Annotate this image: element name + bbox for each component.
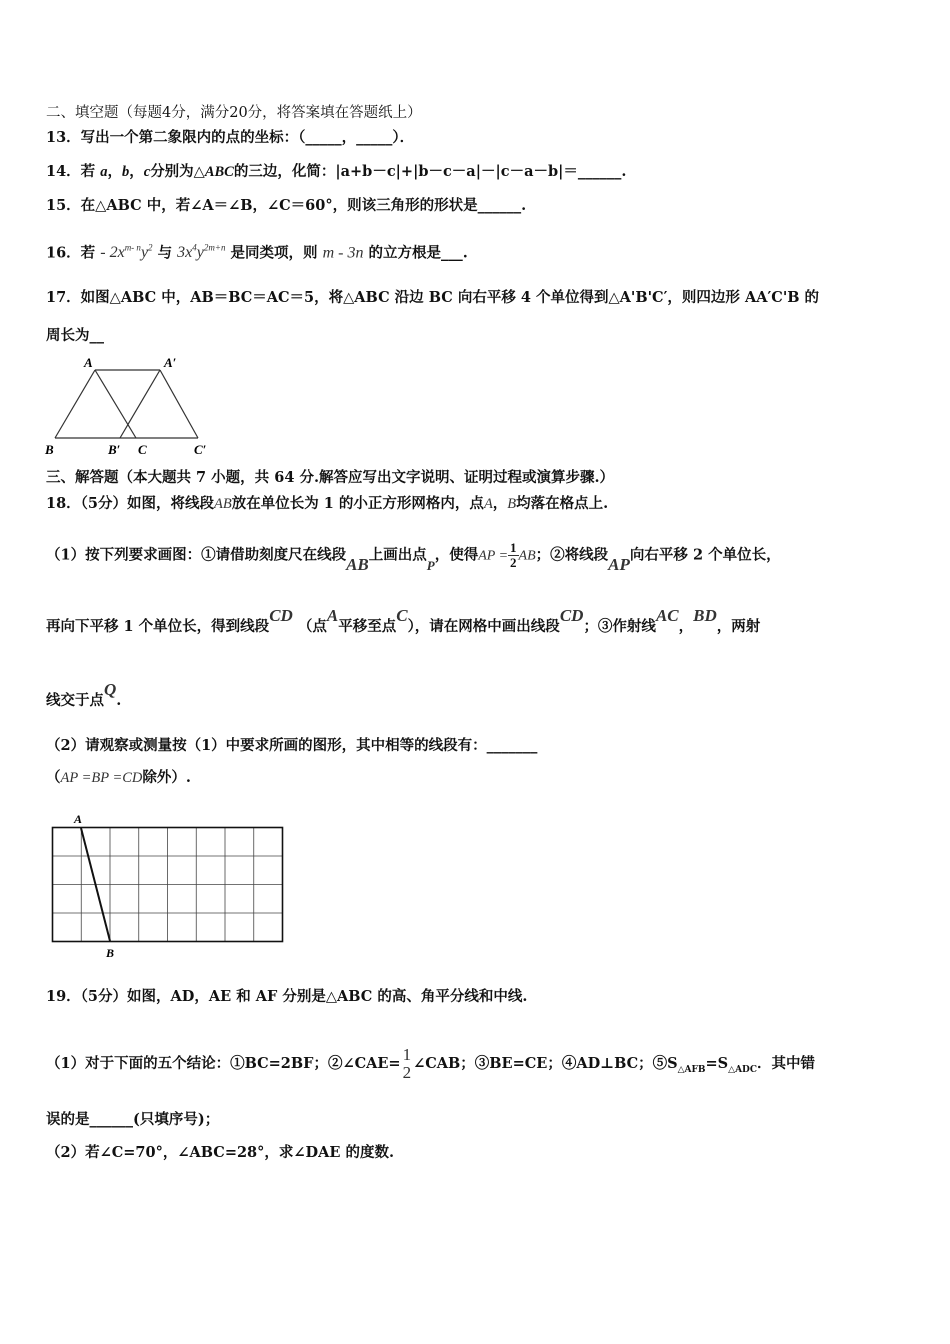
q19-p1-num: 1 — [402, 1045, 412, 1064]
question-18-part1-line2 — [46, 606, 761, 637]
question-18-part2-line1: （2）请观察或测量按（1）中要求所画的图形，其中相等的线段有：_______ — [46, 737, 538, 754]
q19-p1-sub2: △ADC — [728, 1064, 758, 1075]
q16-expr1-exp: m- n — [124, 243, 141, 253]
q16-expr3: m - 3n — [322, 244, 364, 262]
fig-label-A: A — [84, 355, 93, 370]
q18-p3-b: . — [116, 692, 122, 709]
q18-p2-f: ， — [678, 618, 694, 635]
fig-label-B: B — [45, 442, 54, 457]
q18-p3-a: 线交于点 — [46, 692, 104, 709]
q19-p1-d: ．其中错 — [757, 1055, 816, 1072]
question-19-part1-line2: 误的是______(只填序号)； — [46, 1111, 220, 1128]
fig-label-B1: B′ — [108, 442, 121, 457]
q16-expr2-exp: 4 — [192, 243, 197, 253]
question-15: 15．在△ABC 中，若∠A＝∠B，∠C＝60°，则该三角形的形状是______. — [46, 197, 527, 214]
q18-p2-g: ，两射 — [716, 618, 761, 635]
q18-part2-eq: AP =BP =CD — [60, 770, 143, 786]
q19-p1-den: 2 — [402, 1063, 412, 1082]
fig-label-A1: A′ — [164, 355, 177, 370]
question-16 — [46, 238, 468, 263]
q18-l1-b: 放在单位长为 1 的小正方形网格内，点 — [231, 495, 484, 512]
q18-p1-d: ；②将线段 — [535, 546, 609, 564]
q14-tail: 的三边，化简：|a+b－c|+|b－c－a|－|c－a－b|＝______. — [233, 163, 627, 180]
q18-p2-ac: AC — [655, 606, 679, 625]
fig-line-A-C — [95, 370, 136, 438]
grid-label-A: A — [74, 812, 83, 826]
q16-mid: 是同类项，则 — [230, 244, 318, 262]
q16-expr1-coef: - 2x — [100, 244, 125, 262]
q18-p1-ap2: AP — [608, 554, 630, 574]
q14-b: b — [122, 164, 130, 180]
q19-p1-sub1: △AFB — [677, 1064, 706, 1075]
q18-p1-a: （1）按下列要求画图：①请借助刻度尺在线段 — [46, 546, 347, 564]
q18-grid-figure — [44, 808, 294, 960]
q18-l1-a: 18．（5分）如图，将线段 — [46, 495, 215, 512]
q16-num: 16．若 — [46, 244, 96, 262]
q14-num: 14．若 — [46, 163, 96, 180]
q18-l1-B: B — [507, 496, 517, 512]
fig-label-C: C — [138, 442, 147, 457]
grid-label-B: B — [106, 946, 115, 960]
q14-comma2: ， — [129, 163, 144, 180]
section2-heading: 二、填空题（每题4分，满分20分，将答案填在答题纸上） — [46, 105, 422, 121]
q18-p1-ap: AP = — [478, 548, 509, 564]
q18-p2-C: C — [396, 606, 408, 625]
question-18-part1-line1 — [46, 540, 781, 574]
q16-and: 与 — [157, 244, 173, 262]
q14-abc: ABC — [204, 164, 234, 180]
question-18-part2-line2 — [46, 768, 191, 788]
q19-p1-a: （1）对于下面的五个结论：①BC=2BF；②∠CAE= — [46, 1055, 401, 1072]
q16-expr2-coef: 3x — [177, 244, 193, 262]
section3-heading: 三、解答题（本大题共 7 小题，共 64 分.解答应写出文字说明、证明过程或演算步骤.） — [46, 469, 615, 486]
question-19-line1: 19．（5分）如图，AD，AE 和 AF 分别是△ABC 的高、角平分线和中线. — [46, 988, 528, 1005]
q19-p1-b: ∠CAB；③BE=CE；④AD⊥BC；⑤S — [413, 1055, 678, 1072]
q18-l1-A: A — [483, 496, 493, 512]
q19-p1-fraction — [401, 1046, 414, 1082]
q18-p2-b: （点 — [297, 618, 327, 635]
q18-part2-b1: （ — [46, 769, 61, 786]
q18-p3-q: Q — [104, 680, 117, 699]
q19-p1-c: =S — [705, 1055, 729, 1072]
q16-expr1 — [100, 244, 152, 261]
q18-p1-fraction — [508, 541, 519, 570]
q18-p2-bd: BD — [693, 606, 717, 625]
question-17-line1: 17．如图△ABC 中，AB＝BC＝AC＝5，将△ABC 沿边 BC 向右平移 4 个单位得到△A'B'C′，则四边形 AA′C'B 的 — [46, 289, 820, 306]
q18-p1-b: 上画出点 — [368, 546, 427, 564]
q18-p2-e: ；③作射线 — [583, 618, 656, 635]
q18-l1-ab: AB — [214, 496, 232, 512]
fig-label-C1: C′ — [194, 442, 207, 457]
q14-c: c — [143, 164, 151, 180]
q18-p2-c: 平移至点 — [338, 618, 397, 635]
question-19-part2: （2）若∠C=70°，∠ABC=28°，求∠DAE 的度数. — [46, 1144, 395, 1161]
q18-p1-ab2: AB — [518, 548, 536, 564]
q14-a: a — [100, 164, 108, 180]
q18-p1-e: 向右平移 2 个单位长， — [629, 546, 781, 564]
question-14 — [46, 162, 626, 182]
q16-expr1-y: y — [140, 244, 149, 262]
q18-p2-a: 再向下平移 1 个单位长，得到线段 — [46, 618, 270, 635]
q18-p1-num: 1 — [510, 540, 517, 555]
q18-part2-b2: 除外）. — [142, 769, 191, 786]
q18-l1-c: ， — [492, 495, 508, 512]
fig-line-A1-C1 — [160, 370, 198, 438]
q18-l1-d: 均落在格点上. — [516, 495, 609, 512]
q18-p2-d: ），请在网格中画出线段 — [407, 618, 560, 635]
q14-mid: 分别为△ — [150, 163, 205, 180]
q16-expr2-yexp: 2m+n — [203, 243, 226, 253]
fig-line-B1-A1 — [120, 370, 160, 438]
question-19-part1-line1 — [46, 1046, 815, 1082]
q18-p2-cd2: CD — [559, 606, 584, 625]
q18-p1-p: P — [426, 557, 435, 573]
q16-expr2 — [177, 244, 225, 261]
q16-tail: 的立方根是___. — [368, 244, 468, 262]
q18-p1-c: ，使得 — [434, 546, 479, 564]
q18-p1-ab: AB — [346, 554, 369, 574]
fig-line-B-A — [55, 370, 95, 438]
q17-figure — [40, 352, 220, 460]
q18-p2-A: A — [326, 606, 339, 625]
q14-comma1: ， — [107, 163, 122, 180]
question-18-line1 — [46, 494, 608, 514]
q18-p2-cd: CD — [269, 606, 293, 625]
question-13: 13．写出一个第二象限内的点的坐标：（_____，_____）． — [46, 129, 415, 146]
q18-p1-den: 2 — [510, 555, 517, 570]
q16-expr1-yexp: 2 — [148, 243, 153, 253]
question-17-line2: 周长为__ — [46, 327, 104, 344]
q16-expr2-y: y — [196, 244, 204, 262]
question-18-part1-line3 — [46, 680, 122, 711]
